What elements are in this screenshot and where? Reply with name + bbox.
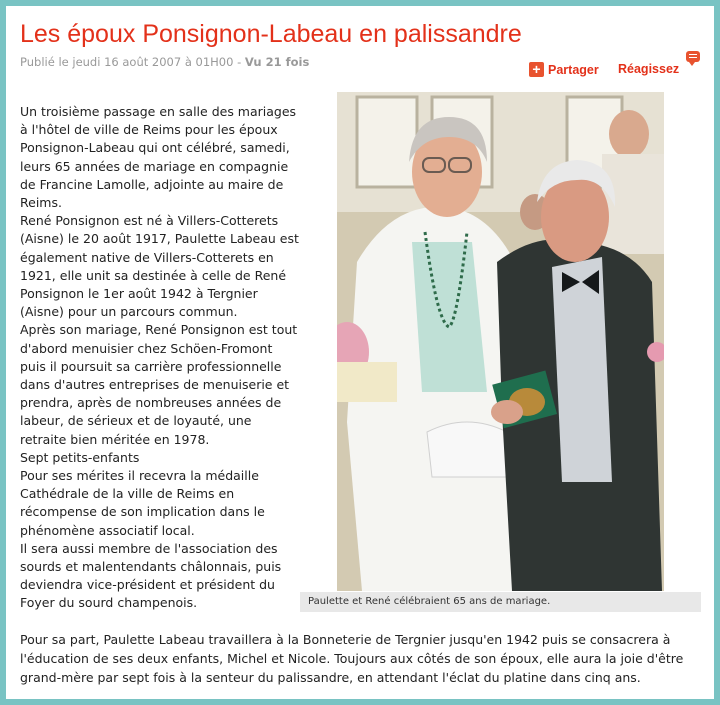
publish-date: Publié le jeudi 16 août 2007 à 01H00 - — [20, 55, 245, 69]
paragraph: Un troisième passage en salle des mariages à l'hôtel de ville de Reims pour les époux Ponsignon-Labeau qui ont célébré, samedi, leurs 65 années de mariage en compagnie de Francine Lamolle, adjointe au maire de Reims. — [20, 104, 297, 211]
react-button[interactable]: Réagissez — [618, 62, 680, 76]
view-count: Vu 21 fois — [244, 55, 310, 69]
paragraph: Pour ses mérites il recevra la médaille Cathédrale de la ville de Reims en récompense de son implication dans le phénomène associatif local. — [20, 468, 265, 538]
comment-bubble-icon[interactable] — [686, 51, 700, 62]
article-meta — [20, 55, 309, 69]
article-closing-paragraph: Pour sa part, Paulette Labeau travaillera à la Bonneterie de Tergnier jusqu'en 1942 puis se consacrera à l'éducation de ses deux enfants, Michel et Nicole. Toujours aux côtés de son époux, elle aura la joie d'être grand-mère par sept fois à la senteur du palissandre, en attendant l'éclat du platine dans cinq ans. — [20, 632, 684, 685]
share-label: Partager — [548, 62, 599, 77]
paragraph: René Ponsignon est né à Villers-Cotterets (Aisne) le 20 août 1917, Paulette Labeau est également native de Villers-Cotterets en 1921, elle unit sa destinée à celle de René Ponsignon le 1er août 1942 à Tergnier (Aisne) pour un parcours commun. — [20, 213, 299, 320]
paragraph: Il sera aussi membre de l'association des sourds et malentendants châlonnais, puis deviendra vice-président et président du Foyer du sourd champenois. — [20, 540, 282, 611]
photo-caption: Paulette et René célébraient 65 ans de mariage. — [300, 592, 701, 612]
section-heading: Sept petits-enfants — [20, 449, 140, 465]
share-button[interactable] — [529, 62, 599, 77]
article-frame — [6, 6, 714, 699]
article-body — [20, 103, 300, 613]
article-photo — [337, 92, 664, 591]
article-title: Les époux Ponsignon-Labeau en palissandre — [20, 20, 522, 48]
paragraph: Après son mariage, René Ponsignon est tout d'abord menuisier chez Schöen-Fromont puis il poursuit sa carrière professionnelle dans d'autres entreprises de menuiserie et prendra, après de nombreuses années de labeur, de sérieux et de loyauté, une retraite bien méritée en 1978. — [20, 322, 298, 447]
plus-icon: + — [529, 62, 544, 77]
